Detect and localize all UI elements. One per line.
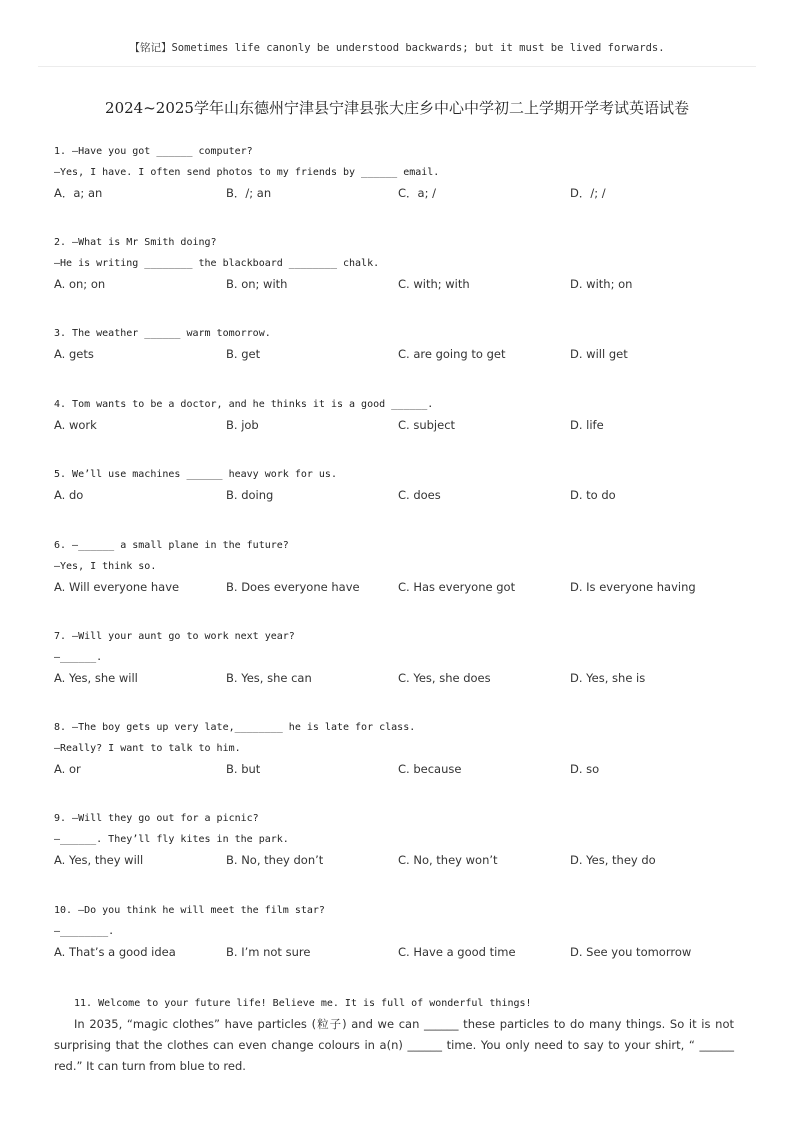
- question-options: [54, 577, 754, 598]
- option-d[interactable]: D. Yes, they do: [570, 853, 656, 867]
- option-d[interactable]: D. so: [570, 762, 600, 776]
- question-stem: 5. We’ll use machines ______ heavy work for us.: [54, 469, 337, 480]
- option-c[interactable]: C. Yes, she does: [398, 671, 491, 685]
- question-4: [54, 394, 754, 436]
- option-a[interactable]: A. work: [54, 418, 97, 432]
- header-motto: 【铭记】Sometimes life canonly be understood backwards; but it must be lived forwards.: [129, 42, 665, 54]
- question-options: [54, 344, 754, 365]
- question-5: [54, 464, 754, 506]
- question-stem: 1. —Have you got ______ computer?: [54, 146, 253, 157]
- option-c[interactable]: C. Have a good time: [398, 945, 516, 959]
- option-b[interactable]: B. No, they don’t: [226, 853, 324, 867]
- option-b[interactable]: B. but: [226, 762, 261, 776]
- option-d[interactable]: D. will get: [570, 347, 628, 361]
- question-options: [54, 274, 754, 295]
- question-8: [54, 717, 754, 780]
- reading-passage: [54, 993, 734, 1077]
- question-7: [54, 626, 754, 689]
- option-c[interactable]: C. with; with: [398, 277, 470, 291]
- option-b[interactable]: B. get: [226, 347, 261, 361]
- question-options: [54, 415, 754, 436]
- question-stem: 4. Tom wants to be a doctor, and he thinks it is a good ______.: [54, 399, 434, 410]
- option-d[interactable]: D. Yes, she is: [570, 671, 646, 685]
- option-a[interactable]: A. do: [54, 488, 84, 502]
- question-10: [54, 900, 754, 963]
- option-d[interactable]: D. to do: [570, 488, 616, 502]
- question-options: [54, 485, 754, 506]
- question-3: [54, 323, 754, 365]
- question-options: [54, 942, 754, 963]
- option-a[interactable]: A．a; an: [54, 186, 103, 200]
- question-options: [54, 850, 754, 871]
- option-a[interactable]: A. That’s a good idea: [54, 945, 176, 959]
- option-a[interactable]: A. or: [54, 762, 81, 776]
- question-stem: —________.: [54, 926, 115, 937]
- question-stem: —Yes, I have. I often send photos to my friends by ______ email.: [54, 167, 440, 178]
- option-b[interactable]: B. doing: [226, 488, 274, 502]
- option-b[interactable]: B. I’m not sure: [226, 945, 311, 959]
- question-2: [54, 232, 754, 295]
- option-b[interactable]: B．/; an: [226, 186, 272, 200]
- option-a[interactable]: A. on; on: [54, 277, 106, 291]
- question-stem: 9. —Will they go out for a picnic?: [54, 813, 259, 824]
- question-1: [54, 141, 754, 204]
- question-stem: 3. The weather ______ warm tomorrow.: [54, 328, 271, 339]
- question-options: [54, 759, 754, 780]
- question-stem: —Really? I want to talk to him.: [54, 743, 241, 754]
- option-a[interactable]: A. gets: [54, 347, 94, 361]
- option-c[interactable]: C. subject: [398, 418, 456, 432]
- option-c[interactable]: C. because: [398, 762, 462, 776]
- option-d[interactable]: D. with; on: [570, 277, 633, 291]
- option-a[interactable]: A. Yes, they will: [54, 853, 144, 867]
- question-stem: 2. —What is Mr Smith doing?: [54, 237, 217, 248]
- option-b[interactable]: B. on; with: [226, 277, 288, 291]
- question-6: [54, 535, 754, 598]
- option-c[interactable]: C．a; /: [398, 186, 436, 200]
- question-stem: 6. —______ a small plane in the future?: [54, 540, 289, 551]
- question-stem: 8. —The boy gets up very late,________ he is late for class.: [54, 722, 416, 733]
- passage-heading: 11. Welcome to your future life! Believe me. It is full of wonderful things!: [74, 998, 532, 1009]
- option-c[interactable]: C. does: [398, 488, 441, 502]
- option-d[interactable]: D. See you tomorrow: [570, 945, 692, 959]
- question-stem: —He is writing ________ the blackboard ________ chalk.: [54, 258, 380, 269]
- question-stem: 7. —Will your aunt go to work next year?: [54, 631, 295, 642]
- question-stem: —______.: [54, 652, 103, 663]
- option-c[interactable]: C. Has everyone got: [398, 580, 516, 594]
- header-divider: [38, 66, 756, 67]
- question-9: [54, 808, 754, 871]
- question-options: [54, 668, 754, 689]
- exam-title: 2024~2025学年山东德州宁津县宁津县张大庄乡中心中学初二上学期开学考试英语试卷: [105, 99, 689, 117]
- option-b[interactable]: B. Yes, she can: [226, 671, 312, 685]
- passage-body: In 2035, “magic clothes” have particles (粒子) and we can ______ these particles to do many things. So it is not surprising that the clothes can even change colours in a(n) ______ time. You only need to say to your shirt, “ ______ red.” It can turn from blue to red.: [54, 1017, 734, 1073]
- question-stem: —Yes, I think so.: [54, 561, 157, 572]
- question-options: [54, 183, 754, 204]
- question-stem: 10. —Do you think he will meet the film star?: [54, 905, 325, 916]
- question-stem: —______. They’ll fly kites in the park.: [54, 834, 289, 845]
- option-d[interactable]: D. life: [570, 418, 604, 432]
- option-c[interactable]: C. are going to get: [398, 347, 506, 361]
- option-c[interactable]: C. No, they won’t: [398, 853, 498, 867]
- option-b[interactable]: B. Does everyone have: [226, 580, 360, 594]
- option-a[interactable]: A. Yes, she will: [54, 671, 138, 685]
- option-d[interactable]: D．/; /: [570, 186, 606, 200]
- option-a[interactable]: A. Will everyone have: [54, 580, 180, 594]
- option-b[interactable]: B. job: [226, 418, 259, 432]
- option-d[interactable]: D. Is everyone having: [570, 580, 696, 594]
